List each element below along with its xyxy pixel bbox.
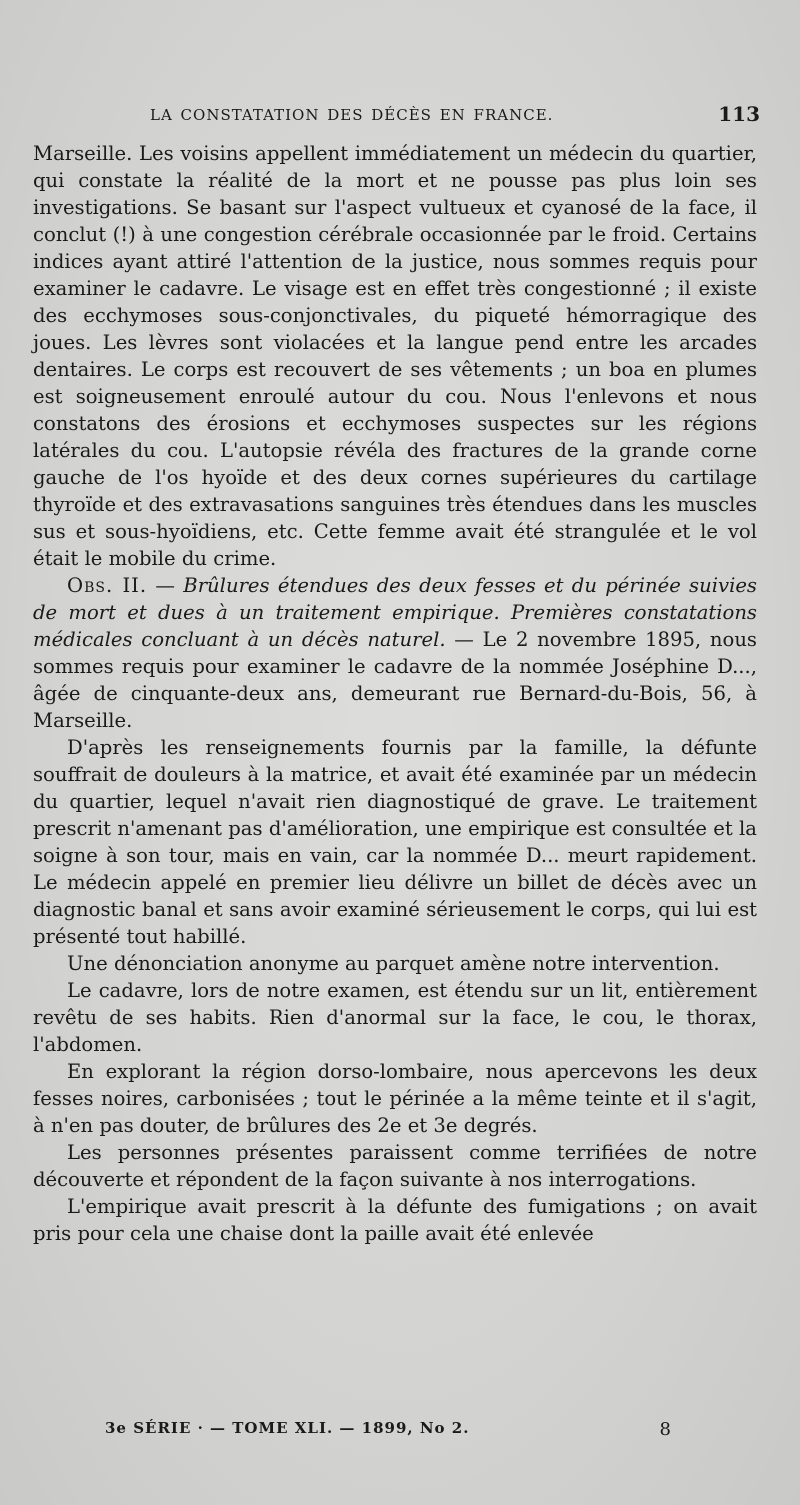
paragraph: L'empirique avait prescrit à la défunte des fumigations ; on avait pris pour cela une chaise dont la paille avait été enlevée	[33, 1195, 757, 1245]
paragraph: D'après les renseignements fournis par la famille, la défunte souffrait de douleurs à la matrice, et avait été examinée par un médecin du quartier, lequel n'avait rien diagnostiqué de grave. Le traitement prescrit n'amenant pas d'amélioration, une empirique est consultée et la soigne à son tour, mais en vain, car la nommée D... meurt rapidement. Le médecin appelé en premier lieu délivre un billet de décès avec un diagnostic banal et sans avoir examiné sérieusement le corps, qui lui est présenté tout habillé.	[33, 736, 757, 948]
paragraph: Le cadavre, lors de notre examen, est étendu sur un lit, entièrement revêtu de ses habits. Rien d'anormal sur la face, le cou, le thorax, l'abdomen.	[33, 979, 757, 1056]
paragraph: Les personnes présentes paraissent comme terrifiées de notre découverte et répondent de la façon suivante à nos interrogations.	[33, 1141, 757, 1191]
observation-title: Brûlures étendues des deux fesses et du périnée suivies de mort et dues à un traitement empirique. Premières constatations médicales concluant à un décès naturel.	[33, 574, 757, 651]
running-header	[150, 102, 760, 132]
observation-text: — Le 2 novembre 1895, nous sommes requis pour examiner le cadavre de la nommée Joséphine D..., âgée de cinquante-deux ans, demeurant rue Bernard-du-Bois, 56, à Marseille.	[33, 628, 757, 732]
body-text	[33, 140, 757, 1247]
paragraph: En explorant la région dorso-lombaire, nous apercevons les deux fesses noires, carbonisées ; tout le périnée a la même teinte et il s'agit, à n'en pas douter, de brûlures des 2e et 3e degrés.	[33, 1060, 757, 1137]
observation-dash: —	[147, 574, 184, 597]
paragraph: Une dénonciation anonyme au parquet amène notre intervention.	[67, 952, 720, 975]
running-title: LA CONSTATATION DES DÉCÈS EN FRANCE.	[150, 106, 554, 124]
paragraph-continued: Marseille. Les voisins appellent immédiatement un médecin du quartier, qui constate la réalité de la mort et ne pousse pas plus loin ses investigations. Se basant sur l'aspect vultueux et cyanosé de la face, il conclut (!) à une congestion cérébrale occasionnée par le froid. Certains indices ayant attiré l'attention de la justice, nous sommes requis pour examiner le cadavre. Le visage est en effet très congestionné ; il existe des ecchymoses sous-conjonctivales, du piqueté hémorragique des joues. Les lèvres sont violacées et la langue pend entre les arcades dentaires. Le corps est recouvert de ses vêtements ; un boa en plumes est soigneusement enroulé autour du cou. Nous l'enlevons et nous constatons des érosions et ecchymoses suspectes sur les régions latérales du cou. L'autopsie révéla des fractures de la grande corne gauche de l'os hyoïde et des deux cornes supérieures du cartilage thyroïde et des extravasations sanguines très étendues dans les muscles sus et sous-hyoïdiens, etc. Cette femme avait été strangulée et le vol était le mobile du crime.	[33, 142, 757, 570]
page-number: 113	[718, 102, 760, 126]
signature-mark: 8	[659, 1419, 672, 1440]
observation-paragraph	[33, 572, 757, 734]
series-line: 3e SÉRIE · — TOME XLI. — 1899, No 2.	[105, 1419, 470, 1437]
observation-label: Obs. II.	[67, 574, 148, 597]
